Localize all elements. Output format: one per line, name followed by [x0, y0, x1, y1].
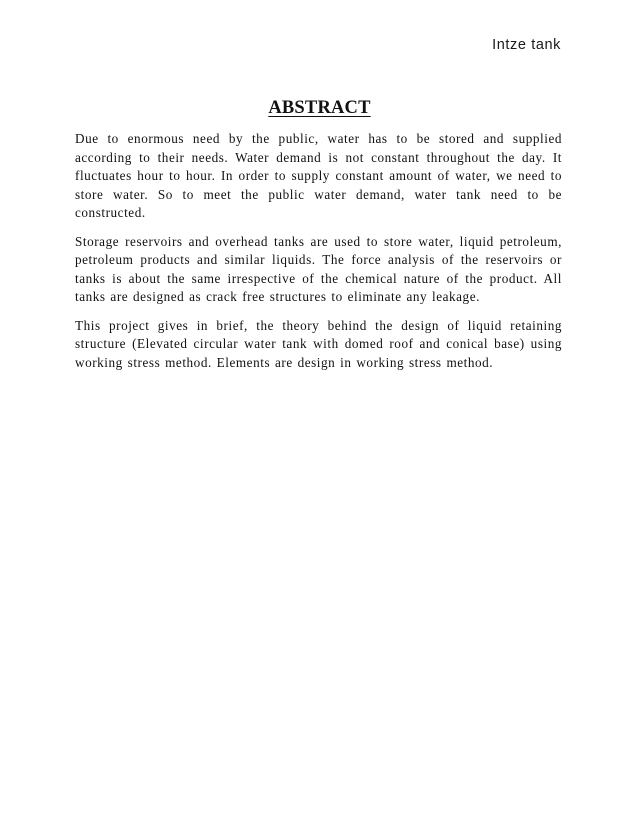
abstract-paragraph-2: Storage reservoirs and overhead tanks are used to store water, liquid petroleum, petroleum products and similar liquids. The force analysis of the reservoirs or tanks is about the same irrespective of the chemical nature of the product. All tanks are designed as crack free structures to eliminate any leakage.	[75, 233, 562, 304]
running-header-title: Intze tank	[492, 37, 561, 53]
abstract-section	[75, 98, 562, 382]
abstract-paragraph-1: Due to enormous need by the public, water has to be stored and supplied according to their needs. Water demand is not constant throughout the day. It fluctuates hour to hour. In order to supply constant amount of water, we need to store water. So to meet the public water demand, water tank need to be constructed.	[75, 131, 562, 220]
abstract-heading: ABSTRACT	[268, 98, 371, 118]
abstract-paragraph-3: This project gives in brief, the theory behind the design of liquid retaining structure (Elevated circular water tank with domed roof and conical base) using working stress method. Elements are design in working stress method.	[75, 317, 562, 370]
